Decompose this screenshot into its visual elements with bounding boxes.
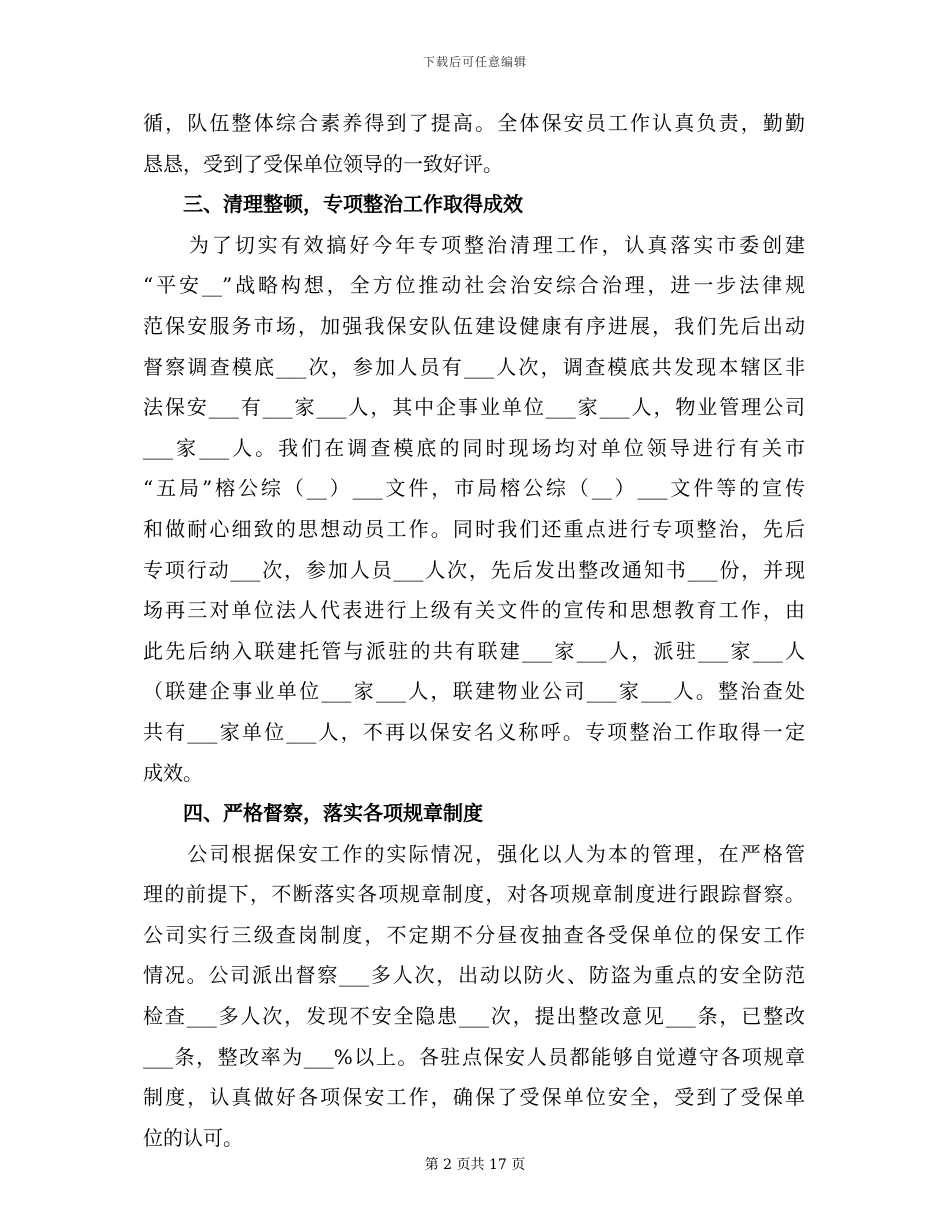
section-heading-4: 四、严格督察，落实各项规章制度 <box>143 801 483 826</box>
body-line: 循，队伍整体综合素养得到了提高。全体保安员工作认真负责，勤勤 <box>143 111 805 135</box>
body-line: “五局”榕公综（__）___文件，市局榕公综（__）___文件等的宣传 <box>143 476 805 501</box>
body-line: 法保安___有___家___人，其中企事业单位___家___人，物业管理公司 <box>143 395 805 420</box>
section-heading-3: 三、清理整顿，专项整治工作取得成效 <box>143 192 523 217</box>
page-header: 下载后可任意编辑 <box>422 55 527 69</box>
body-line: 恳恳，受到了受保单位领导的一致好评。 <box>143 151 503 176</box>
body-line: 此先后纳入联建托管与派驻的共有联建___家___人，派驻___家___人 <box>143 638 805 663</box>
body-line: 为了切实有效搞好今年专项整治清理工作，认真落实市委创建 <box>143 232 805 257</box>
body-line: 公司根据保安工作的实际情况，强化以人为本的管理，在严格管 <box>143 841 805 866</box>
document-body <box>143 103 805 1158</box>
body-line: 理的前提下，不断落实各项规章制度，对各项规章制度进行跟踪督察。 <box>143 882 805 907</box>
body-line: 公司实行三级查岗制度，不定期不分昼夜抽查各受保单位的保安工作 <box>143 922 805 947</box>
body-line: 专项行动___次，参加人员___人次，先后发出整改通知书___份，并现 <box>143 557 805 582</box>
body-line: 制度，认真做好各项保安工作，确保了受保单位安全，受到了受保单 <box>143 1085 805 1110</box>
body-line: 和做耐心细致的思想动员工作。同时我们还重点进行专项整治，先后 <box>143 516 805 541</box>
body-line: 情况。公司派出督察___多人次，出动以防火、防盗为重点的安全防范 <box>143 963 805 988</box>
body-line: 共有___家单位___人，不再以保安名义称呼。专项整治工作取得一定 <box>143 719 805 744</box>
body-line: 场再三对单位法人代表进行上级有关文件的宣传和思想教育工作，由 <box>143 598 805 623</box>
body-line: 位的认可。 <box>143 1125 243 1150</box>
body-line: ___条，整改率为___%以上。各驻点保安人员都能够自觉遵守各项规章 <box>143 1044 805 1069</box>
body-line: 督察调查模底___次，参加人员有___人次，调查模底共发现本辖区非 <box>143 354 805 379</box>
body-line: 范保安服务市场，加强我保安队伍建设健康有序进展，我们先后出动 <box>143 313 805 338</box>
body-line: ___家___人。我们在调查模底的同时现场均对单位领导进行有关市 <box>143 435 805 460</box>
page-number: 第 2 页共 17 页 <box>424 1157 526 1173</box>
body-line: （联建企事业单位___家___人，联建物业公司___家___人。整治查处 <box>143 679 805 704</box>
body-line: 检查___多人次，发现不安全隐患___次，提出整改意见___条，已整改 <box>143 1004 805 1029</box>
body-line: 成效。 <box>143 760 203 785</box>
body-line: “平安__”战略构想，全方位推动社会治安综合治理，进一步法律规 <box>143 273 805 298</box>
